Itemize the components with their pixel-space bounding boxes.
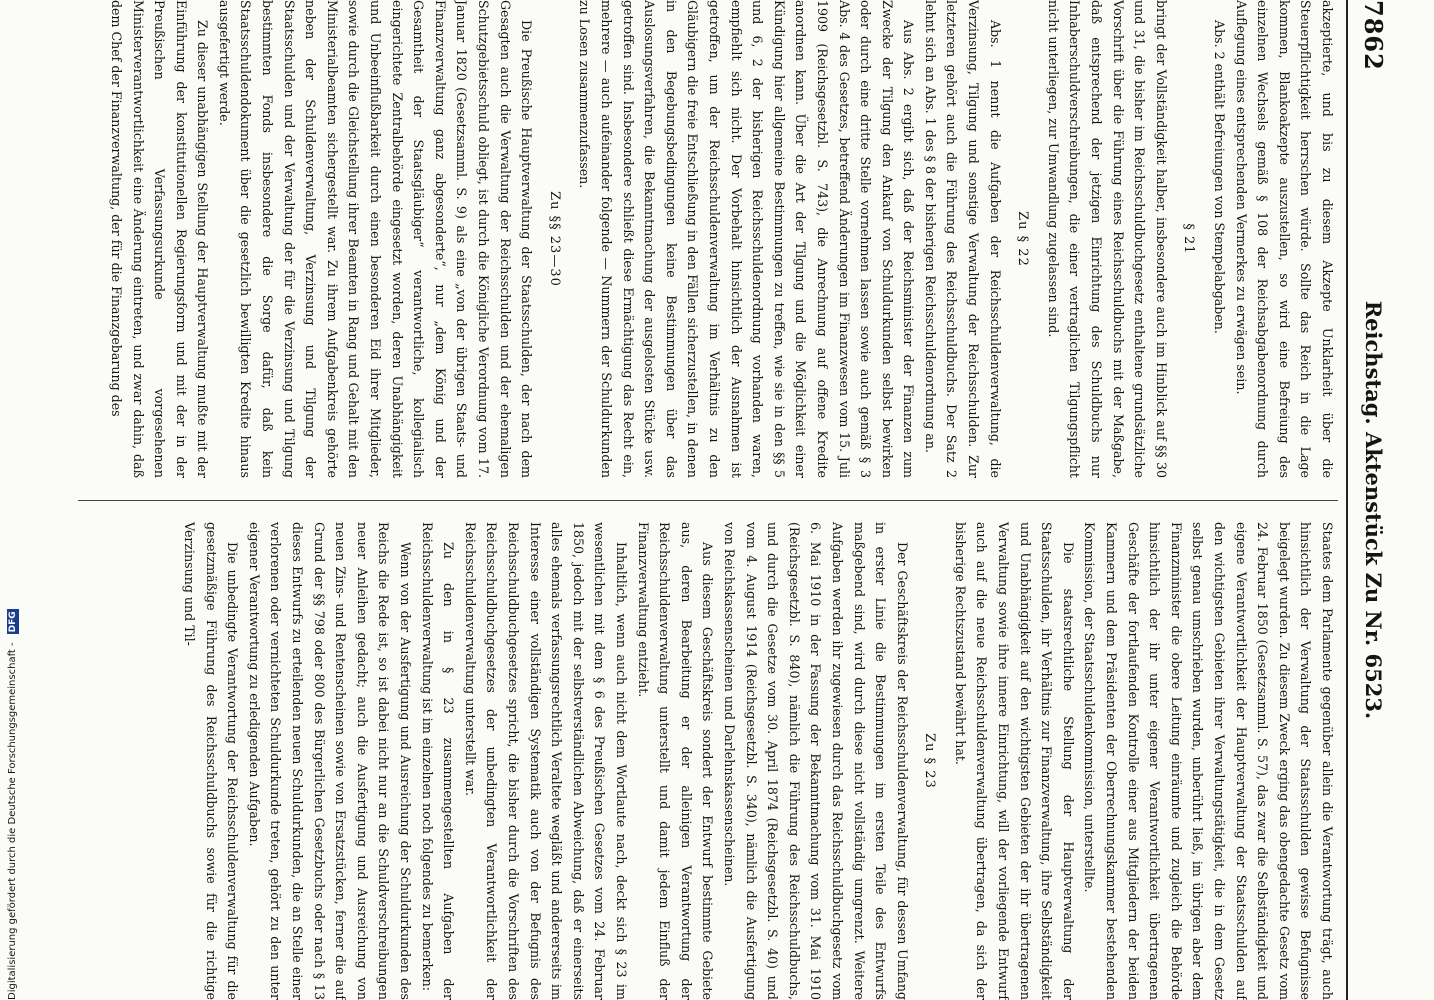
paragraph: Zu dieser unabhängigen Stellung der Hauptverwaltung mußte mit der Einführung der konstitutionellen Regierungsform und mit der in der Preußischen Verfassungsurkunde vorgesehenen Ministerverantwortlichkeit eine Änderung eintreten, und zwar dahin, daß dem Chef der Finanzverwaltung, der für die Finanzgebarung des — [108, 0, 211, 478]
paragraph: akzeptierte, und bis zu diesem Akzepte Unklarheit über die Steuerpflichtigkeit herrschen würde. Sollte das Reich in die Lage kommen, Blankoakzepte auszustellen, so wird eine Befreiung des einzelnen Wechsels gemäß § 108 der Reichsabgabenordnung durch Auflegung eines entsprechenden Vermerkes zu erwägen sein. — [1233, 0, 1335, 478]
paragraph: Die unbedingte Verantwortung der Reichsschuldenverwaltung für die gesetzmäßige Führung des Reichsschuldbuchs sowie für die richtige Verzinsung und Til- — [182, 522, 241, 1000]
paragraph: Aus Abs. 2 ergibt sich, daß der Reichsminister der Finanzen zum Zwecke der Tilgung den Ankauf von Schuldurkunden selbst bewirken oder durch eine dritte Stelle vornehmen lassen sowie auch gemäß § 3 Abs. 4 des Gesetzes, betreffend Änderungen im Finanzwesen vom 15. Juli 1909 (Reichsgesetzbl. S. 743), die Anrechnung auf offene Kredite anordnen kann. Über die Art der Tilgung und die Möglichkeit einer Kündigung hier allgemeine Bestimmungen zu treffen, wie sie in den §§ 5 und 6, 2 der bisherigen Reichsschuldenordnung vorhanden waren, empfiehlt sich nicht. Der Vorbehalt hinsichtlich der Ausnahmen ist getroffen, um der Reichsschuldenverwaltung im Verhältnis zu den Gläubigern die freie Entschließung in den Fällen sicherzustellen, in denen in den Begebungsbedingungen keine Bestimmungen über das Auslosungsverfahren, die Bekanntmachung der ausgelosten Stücke usw. getroffen sind. Insbesondere schließt diese Ermächtigung das Recht ein, mehrere — auch aufeinander folgende — Nummern der Schuldurkunden zu Losen zusammenzufassen. — [577, 0, 917, 478]
header-rule — [1346, 0, 1348, 1000]
paragraph: Abs. 2 enthält Befreiungen von Stempelabgaben. — [1212, 20, 1228, 334]
digitization-note: Digitalisierung gefördert durch die Deutsche Forschungsgemeinschaft - — [7, 642, 18, 1000]
paragraph: Abs. 1 nennt die Aufgaben der Reichsschuldenverwaltung, die Verzinsung, Tilgung und sonstige Verwaltung der Reichsschulden. Zur letzteren gehört auch die Führung des Reichsschuldbuchs. Der Satz 2 lehnt sich an Abs. 1 des § 8 der bisherigen Reichsschuldenordnung an. — [922, 0, 1003, 478]
section-heading: Zu § 23 — [922, 733, 938, 789]
left-column — [105, 0, 1338, 478]
footer-text-row — [2, 0, 24, 1000]
paragraph: Inhaltlich, wenn auch nicht dem Wortlaute nach, deckt sich § 23 im wesentlichen mit dem § 6 des Preußischen Gesetzes vom 24. Februar 1850, jedoch mit der selbstverständlichen Abweichung, daß er einerseits alles ehemals verfassungsrechtlich Veraltete wegläßt und andererseits im Interesse einer vollständigen Systematik auch von der Befugnis des Reichsschuldbuchgesetzes spricht, die bisher durch die Vorschriften des Reichsschuldbuchgesetzes der unbedingten Verantwortlichkeit der Reichsschuldenverwaltung unterstellt war. — [462, 522, 629, 1000]
dfg-logo-icon: DFG — [8, 611, 18, 633]
page-header — [1344, 0, 1392, 1000]
section-heading: § 21 — [1181, 223, 1197, 255]
paragraph: Zu den in § 23 zusammengestellten Aufgaben der Reichsschuldenverwaltung ist im einzelnen noch folgendes zu bemerken: — [419, 522, 457, 1000]
rotated-page-content — [62, 0, 1392, 1000]
footer-strip — [2, 0, 24, 1000]
column-divider — [78, 500, 1338, 501]
paragraph: Die Preußische Hauptverwaltung der Staatsschulden, der nach dem Gesagten auch die Verwaltung der Reichsschulden und der ehemaligen Schutzgebietsschuld obliegt, ist durch die Königliche Verordnung vom 17. Januar 1820 (Gesetzsamml. S. 9) als eine „von der übrigen Staats- und Finanzverwaltung ganz abgesonderte“, nur „dem König und der Gesamtheit der Staatsgläubiger“ verantwortliche, kollegialisch eingerichtete Zentralbehörde eingesetzt worden, deren Unabhängigkeit und Unbeeinflußbarkeit durch einen besonderen Eid ihrer Mitglieder, sowie durch die Gleichstellung ihrer Beamten in Rang und Gehalt mit den Ministerialbeamten sichergestellt war. Zu ihrem Aufgabenkreis gehörte neben der Schuldenverwaltung, Verzinsung und Tilgung der Staatsschulden und der Verwaltung der für die Verzinsung und Tilgung bestimmten Fonds insbesondere die Sorge dafür, daß kein Staatsschuldendokument über die gesetzlich bewilligten Kredite hinaus ausgefertigt werde. — [216, 0, 535, 478]
right-column — [179, 522, 1338, 1000]
paragraph: Aus diesem Geschäftskreis sondert der Entwurf bestimmte Gebiete aus, deren Bearbeitung er der alleinigen Verantwortung der Reichsschuldenverwaltung unterstellt und damit jedem Einfluß der Finanzverwaltung entzieht. — [635, 522, 716, 1000]
paragraph: Die staatsrechtliche Stellung der Hauptverwaltung der Staatsschulden, ihr Verhältnis zur Finanzverwaltung, ihre Selbständigkeit und Unabhängigkeit auf den wichtigsten Gebieten der ihr übertragenen Verwaltung sowie ihre innere Einrichtung, will der vorliegende Entwurf auch auf die neue Reichsschuldenverwaltung übertragen, da sich der bisherige Rechtszustand bewährt hat. — [952, 522, 1076, 1000]
running-head: Reichstag. Aktenstück Zu Nr. 6523. — [1361, 300, 1386, 720]
paragraph: Der Geschäftskreis der Reichsschuldenverwaltung, für dessen Umfang in erster Linie die Bestimmungen im ersten Teile des Entwurfs maßgebend sind, wird durch diese nicht vollständig umgrenzt. Weitere Aufgaben werden ihr zugewiesen durch das Reichsschuldbuchgesetz vom 6. Mai 1910 in der Fassung der Bekanntmachung vom 31. Mai 1910 (Reichsgesetzbl. S. 840), nämlich die Führung des Reichsschuldbuchs, und durch die Gesetze vom 30. April 1874 (Reichsgesetzbl. S. 40) und vom 4. August 1914 (Reichsgesetzbl. S. 340), nämlich die Ausfertigung von Reichskassenscheinen und Darlehnskassenscheinen. — [721, 522, 910, 1000]
paragraph: Staates dem Parlamente gegenüber allein die Verantwortung trägt, auch hinsichtlich der Verwaltung der Staatsschulden gewisse Befugnisse beigelegt wurden. Zu diesem Zweck erging das obengedachte Gesetz vom 24. Februar 1850 (Gesetzsamml. S. 57), das zwar die Selbständigkeit und eigene Verantwortlichkeit der Hauptverwaltung der Staatsschulden auf den wichtigsten Gebieten ihrer Verwaltungstätigkeit, die in dem Gesetz selbst genau umschrieben wurden, unberührt ließ, im übrigen aber dem Finanzminister die obere Leitung einräumte und zugleich die Behörde hinsichtlich der ihr unter eigener Verantwortlichkeit übertragenen Geschäfte der fortlaufenden Kontrolle einer aus Mitgliedern der beiden Kammern und dem Präsidenten der Oberrechnungskammer bestehenden Kommission, der Staatsschuldenkommission, unterstellte. — [1082, 522, 1335, 1000]
paragraph: bringt der Vollständigkeit halber, insbesondere auch im Hinblick auf §§ 30 und 31, die bisher im Reichsschuldbuchgesetz enthaltene grundsätzliche Vorschrift über die Führung eines Reichsschuldbuchs mit der Maßgabe, daß entsprechend der jetzigen Einrichtung des Schuldbuchs nur Inhaberschuldverschreibungen, die einer vertraglichen Tilgungspflicht nicht unterliegen, zur Umwandlung zugelassen sind. — [1045, 0, 1169, 478]
paragraph: Wenn von der Ausfertigung und Ausreichung der Schuldurkunden des Reichs die Rede ist, so ist dabei nicht nur an die Schuldverschreibungen neuer Anleihen gedacht; auch die Ausfertigung und Ausreichung von neuen Zins- und Rentenscheinen sowie von Ersatzstücken, ferner die auf Grund der §§ 798 oder 800 des Bürgerlichen Gesetzbuchs oder nach § 13 dieses Entwurfs zu erteilenden neuen Schuldurkunden, die an Stelle einer verlorenen oder vernichteten Schuldurkunde treten, gehört zu den unter eigener Verantwortung zu erledigenden Aufgaben. — [246, 522, 414, 1000]
page-number: 7862 — [1359, 0, 1388, 71]
section-heading: Zu §§ 23—30 — [546, 191, 562, 287]
section-heading: Zu § 22 — [1015, 211, 1031, 267]
